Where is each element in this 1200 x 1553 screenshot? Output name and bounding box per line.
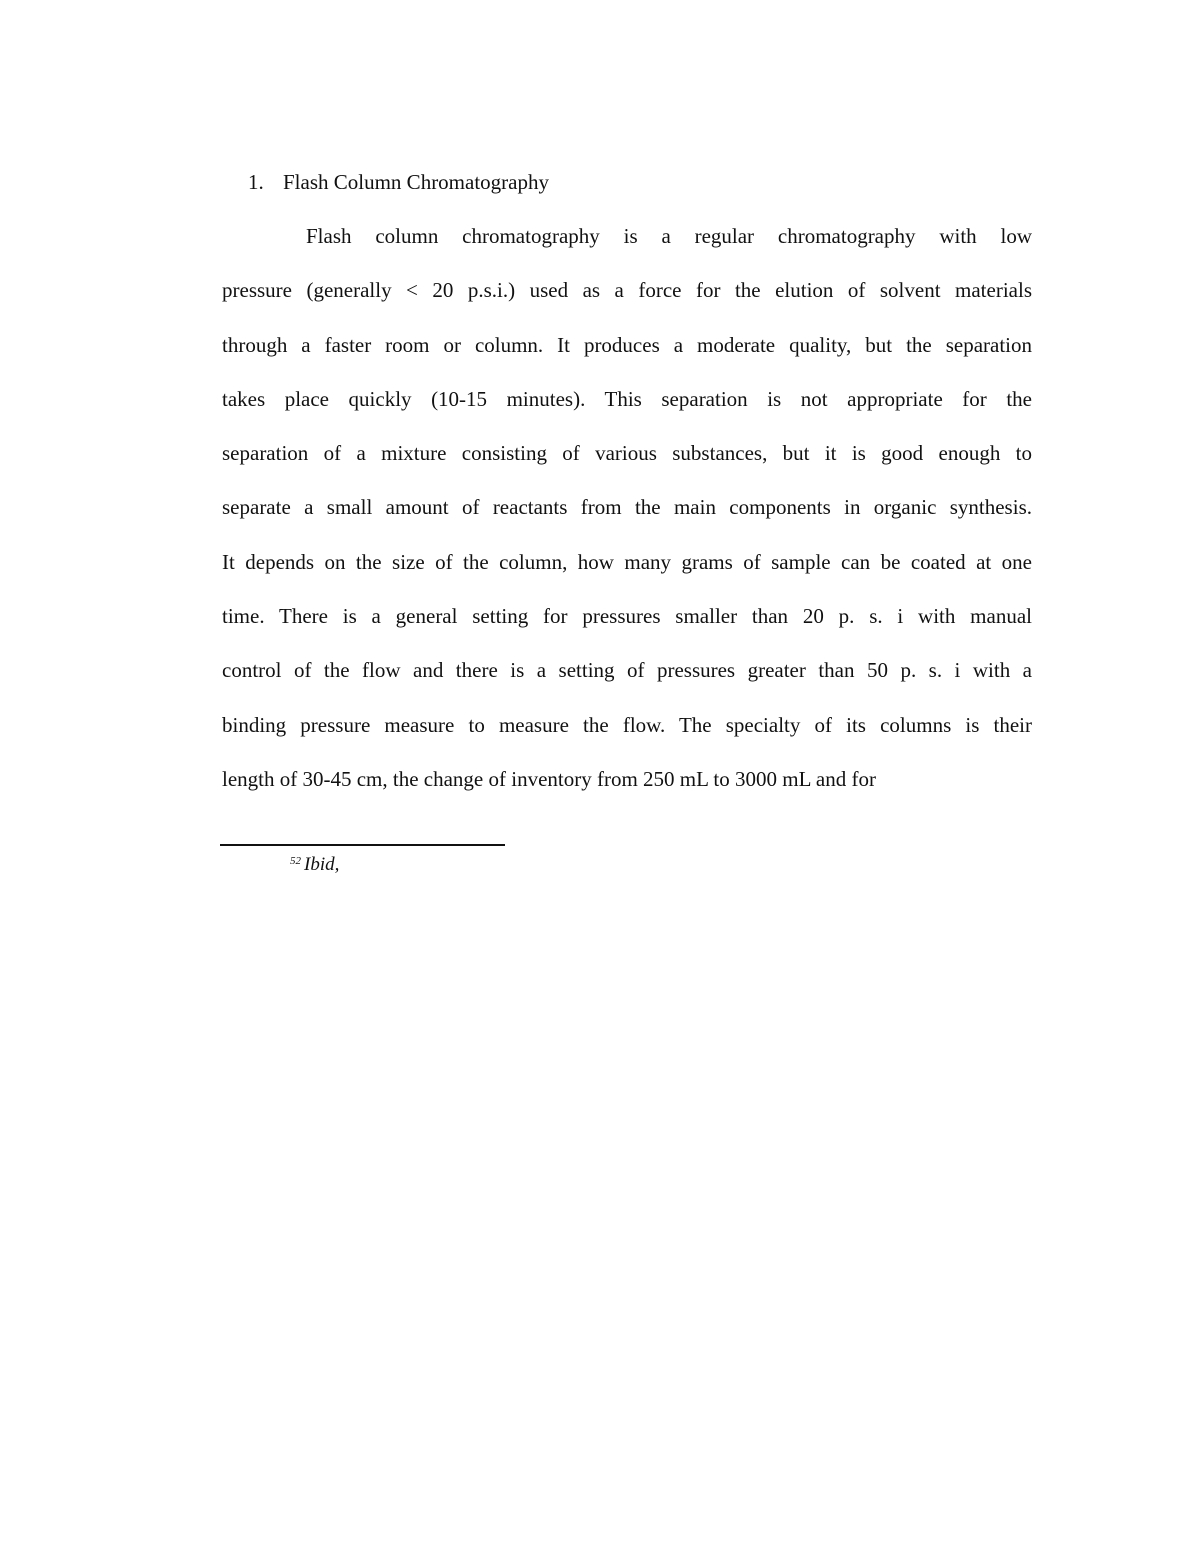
paragraph-line: separation of a mixture consisting of various substances, but it is good enough to (222, 441, 1032, 466)
section-number: 1. (248, 170, 264, 194)
footnote-separator (220, 844, 505, 846)
section-title: Flash Column Chromatography (283, 170, 549, 194)
footnote-marker: 52 (290, 855, 301, 867)
paragraph-line: pressure (generally < 20 p.s.i.) used as a force for the elution of solvent materials (222, 278, 1032, 303)
paragraph-line: length of 30-45 cm, the change of inventory from 250 mL to 3000 mL and for (222, 766, 876, 791)
section-heading (248, 168, 549, 196)
paragraph-line: Flash column chromatography is a regular chromatography with low (306, 224, 1032, 248)
footnote (290, 848, 339, 878)
footnote-text: Ibid, (304, 854, 340, 875)
paragraph-line: takes place quickly (10-15 minutes). This separation is not appropriate for the (222, 386, 1032, 411)
paragraph-line: time. There is a general setting for pressures smaller than 20 p. s. i with manual (222, 604, 1032, 629)
paragraph-line: binding pressure measure to measure the flow. The specialty of its columns is their (222, 712, 1032, 737)
body-paragraph (222, 220, 1032, 817)
paragraph-line: control of the flow and there is a setting of pressures greater than 50 p. s. i with a (222, 658, 1032, 683)
paragraph-line: through a faster room or column. It produces a moderate quality, but the separation (222, 332, 1032, 357)
paragraph-line: separate a small amount of reactants from the main components in organic synthesis. (222, 495, 1032, 520)
paragraph-line: It depends on the size of the column, how many grams of sample can be coated at one (222, 549, 1032, 574)
